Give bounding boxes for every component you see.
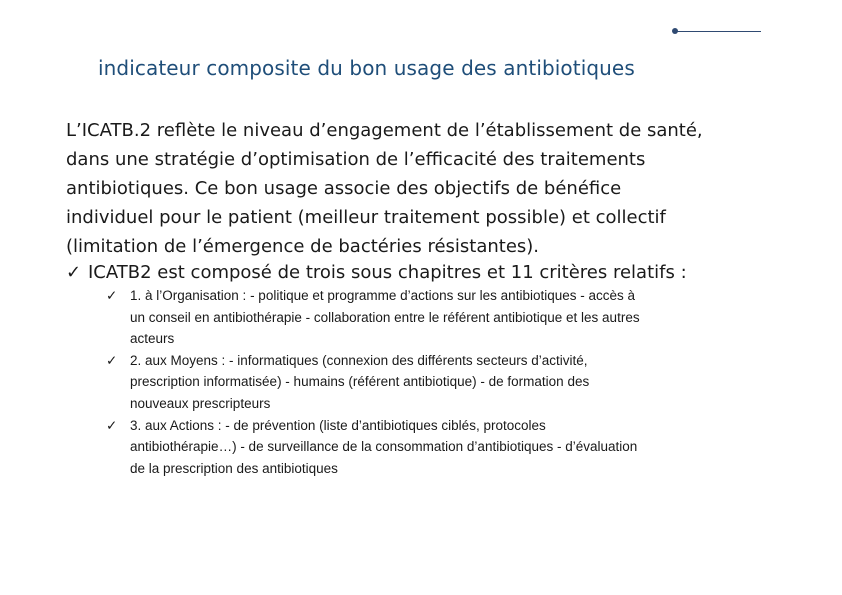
intro-line: (limitation de l’émergence de bactéries résistantes).: [66, 236, 540, 257]
list-item-line: un conseil en antibiothérapie - collaboration entre le référent antibiotique et les autres: [130, 309, 640, 325]
intro-line: L’ICATB.2 reflète le niveau d’engagement de l’établissement de santé,: [66, 120, 703, 141]
list-item-line: antibiothérapie…) - de surveillance de la consommation d’antibiotiques - d’évaluation: [130, 439, 638, 455]
criteria-list: [106, 285, 776, 479]
main-bullet: [66, 258, 687, 287]
slide-title: indicateur composite du bon usage des antibiotiques: [98, 56, 635, 80]
list-item: [106, 350, 776, 415]
intro-paragraph: [66, 116, 778, 261]
checkmark-icon: ✓: [106, 352, 118, 368]
main-bullet-text: ICATB2 est composé de trois sous chapitres et 11 critères relatifs :: [88, 262, 687, 283]
header-rule-dot: [672, 28, 678, 34]
intro-line: antibiotiques. Ce bon usage associe des objectifs de bénéfice: [66, 178, 622, 199]
checkmark-icon: ✓: [106, 417, 118, 433]
list-item: [106, 285, 776, 350]
checkmark-icon: ✓: [66, 262, 82, 283]
checkmark-icon: ✓: [106, 288, 118, 303]
list-item-line: 1. à l’Organisation : - politique et programme d’actions sur les antibiotiques - accès à: [130, 288, 636, 303]
list-item-line: nouveaux prescripteurs: [130, 395, 271, 411]
list-item-line: acteurs: [130, 331, 175, 347]
list-item-line: prescription informatisée) - humains (référent antibiotique) - de formation des: [130, 374, 590, 390]
list-item: [106, 415, 776, 480]
intro-line: individuel pour le patient (meilleur traitement possible) et collectif: [66, 207, 666, 228]
list-item-line: de la prescription des antibiotiques: [130, 460, 338, 476]
header-rule: [676, 31, 761, 32]
list-item-line: 2. aux Moyens : - informatiques (connexion des différents secteurs d’activité,: [130, 352, 588, 368]
list-item-line: 3. aux Actions : - de prévention (liste d’antibiotiques ciblés, protocoles: [130, 417, 546, 433]
intro-line: dans une stratégie d’optimisation de l’efficacité des traitements: [66, 149, 646, 170]
